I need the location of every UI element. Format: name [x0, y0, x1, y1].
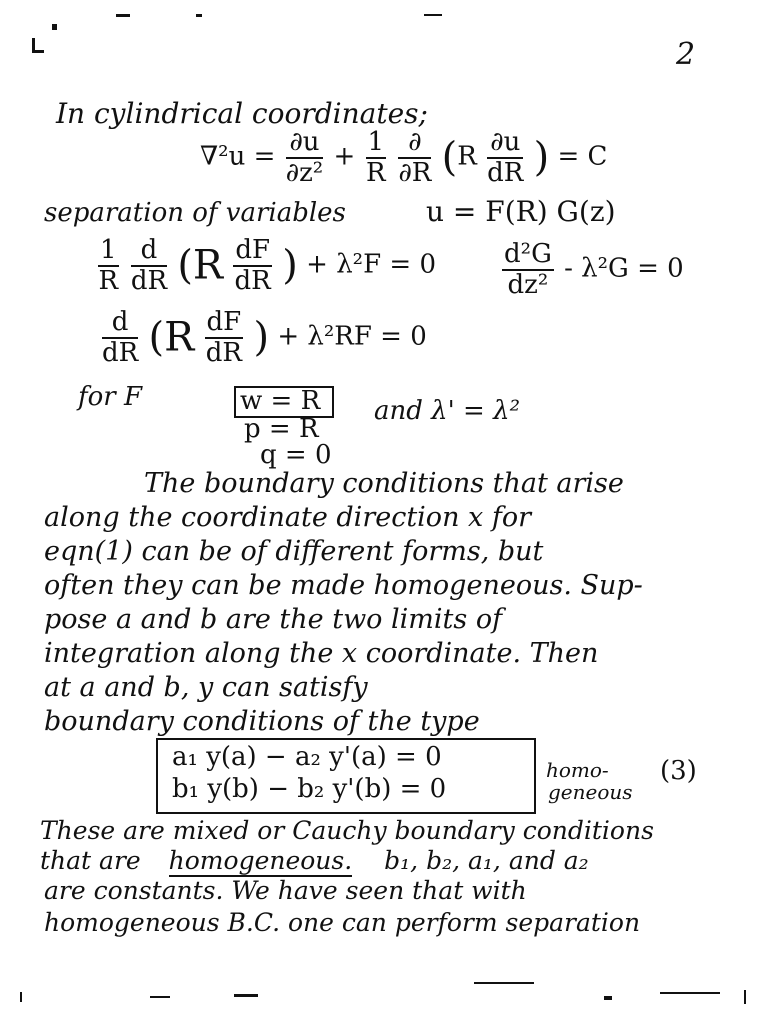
bc-note: homo-: [546, 758, 609, 782]
q-function: q = 0: [260, 440, 332, 470]
laplacian-equation: ∇²u = $\frac{\partial u}{\text{∂z²}}$ + $\frac{1}{R}$ $\frac{\partial}{\partial R}$ (R $\frac{\partial u}{dR}$ ) = C: [200, 127, 608, 188]
paragraph-line: The boundary conditions that arise: [144, 468, 624, 499]
scan-mark: [116, 14, 130, 17]
separation-form: u = F(R) G(z): [426, 195, 616, 228]
paragraph-line: pose a and b are the two limits of: [44, 604, 503, 635]
scan-mark: [744, 990, 746, 1004]
equation-number: (3): [660, 756, 697, 786]
fraction: $\frac{dF}{dR}$: [234, 235, 271, 296]
paragraph-line: at a and b, y can satisfy: [44, 672, 368, 703]
scan-mark: [660, 992, 720, 994]
ode-radial: $\frac{1}{R}$ $\frac{d}{dR}$ (R $\frac{dF}{dR}$ ) + λ²F = 0: [98, 235, 436, 296]
fraction: $\frac{\partial u}{dR}$: [487, 127, 524, 188]
fraction: $\frac{dF}{dR}$: [205, 307, 242, 368]
ode-sturm-form: $\frac{d}{dR}$ (R $\frac{dF}{dR}$ ) + λ²RF = 0: [102, 307, 427, 368]
separation-label: separation of variables: [44, 198, 346, 228]
fraction: $\frac{\partial}{\partial R}$: [398, 127, 432, 188]
scan-mark: [52, 24, 57, 30]
underlined-homogeneous: homogeneous.: [168, 846, 353, 875]
scan-mark: [32, 50, 44, 53]
bc-line-b: b₁ y(b) − b₂ y'(b) = 0: [172, 774, 447, 804]
fraction: $\frac{d}{dR}$: [130, 235, 168, 296]
scan-mark: [150, 996, 170, 998]
bc-note: geneous: [548, 780, 633, 804]
paragraph-line: along the coordinate direction x for: [44, 502, 532, 533]
scan-mark: [20, 992, 22, 1002]
closing-line: These are mixed or Cauchy boundary conditions: [40, 816, 654, 845]
bc-line-a: a₁ y(a) − a₂ y'(a) = 0: [172, 742, 442, 772]
eigenvalue-relation: and λ' = λ²: [374, 396, 520, 426]
fraction: $\frac{1}{R}$: [98, 235, 119, 296]
for-f-label: for F: [78, 382, 143, 412]
paragraph-line: often they can be made homogeneous. Sup-: [44, 570, 643, 601]
fraction: $\frac{1}{R}$: [366, 127, 386, 188]
fraction: $\frac{d}{dR}$: [102, 307, 139, 368]
scan-mark: [234, 994, 258, 997]
closing-line: that are homogeneous. b₁, b₂, a₁, and a₂: [40, 846, 589, 875]
laplacian-rhs: = C: [557, 141, 608, 172]
weight-function: w = R: [240, 386, 321, 416]
paragraph-line: boundary conditions of the type: [44, 706, 480, 737]
paragraph-line: eqn(1) can be of different forms, but: [44, 536, 544, 567]
ode-axial: $\frac{\text{d²G}}{\text{dz²}}$ - λ²G = 0: [504, 239, 684, 300]
closing-line: are constants. We have seen that with: [44, 876, 527, 905]
scan-mark: [604, 996, 612, 1000]
scan-mark: [196, 14, 202, 17]
p-function: p = R: [244, 414, 319, 444]
scan-mark: [424, 14, 442, 16]
page-number: 2: [676, 37, 696, 72]
intro-text: In cylindrical coordinates;: [56, 97, 428, 130]
closing-line: homogeneous B.C. one can perform separation: [44, 908, 641, 937]
paragraph-line: integration along the x coordinate. Then: [44, 638, 599, 669]
scan-mark: [474, 982, 534, 984]
fraction: $\frac{\partial u}{\text{∂z²}}$: [285, 127, 324, 188]
laplacian-lhs: ∇²u =: [200, 141, 276, 172]
fraction: $\frac{\text{d²G}}{\text{dz²}}$: [504, 239, 552, 300]
